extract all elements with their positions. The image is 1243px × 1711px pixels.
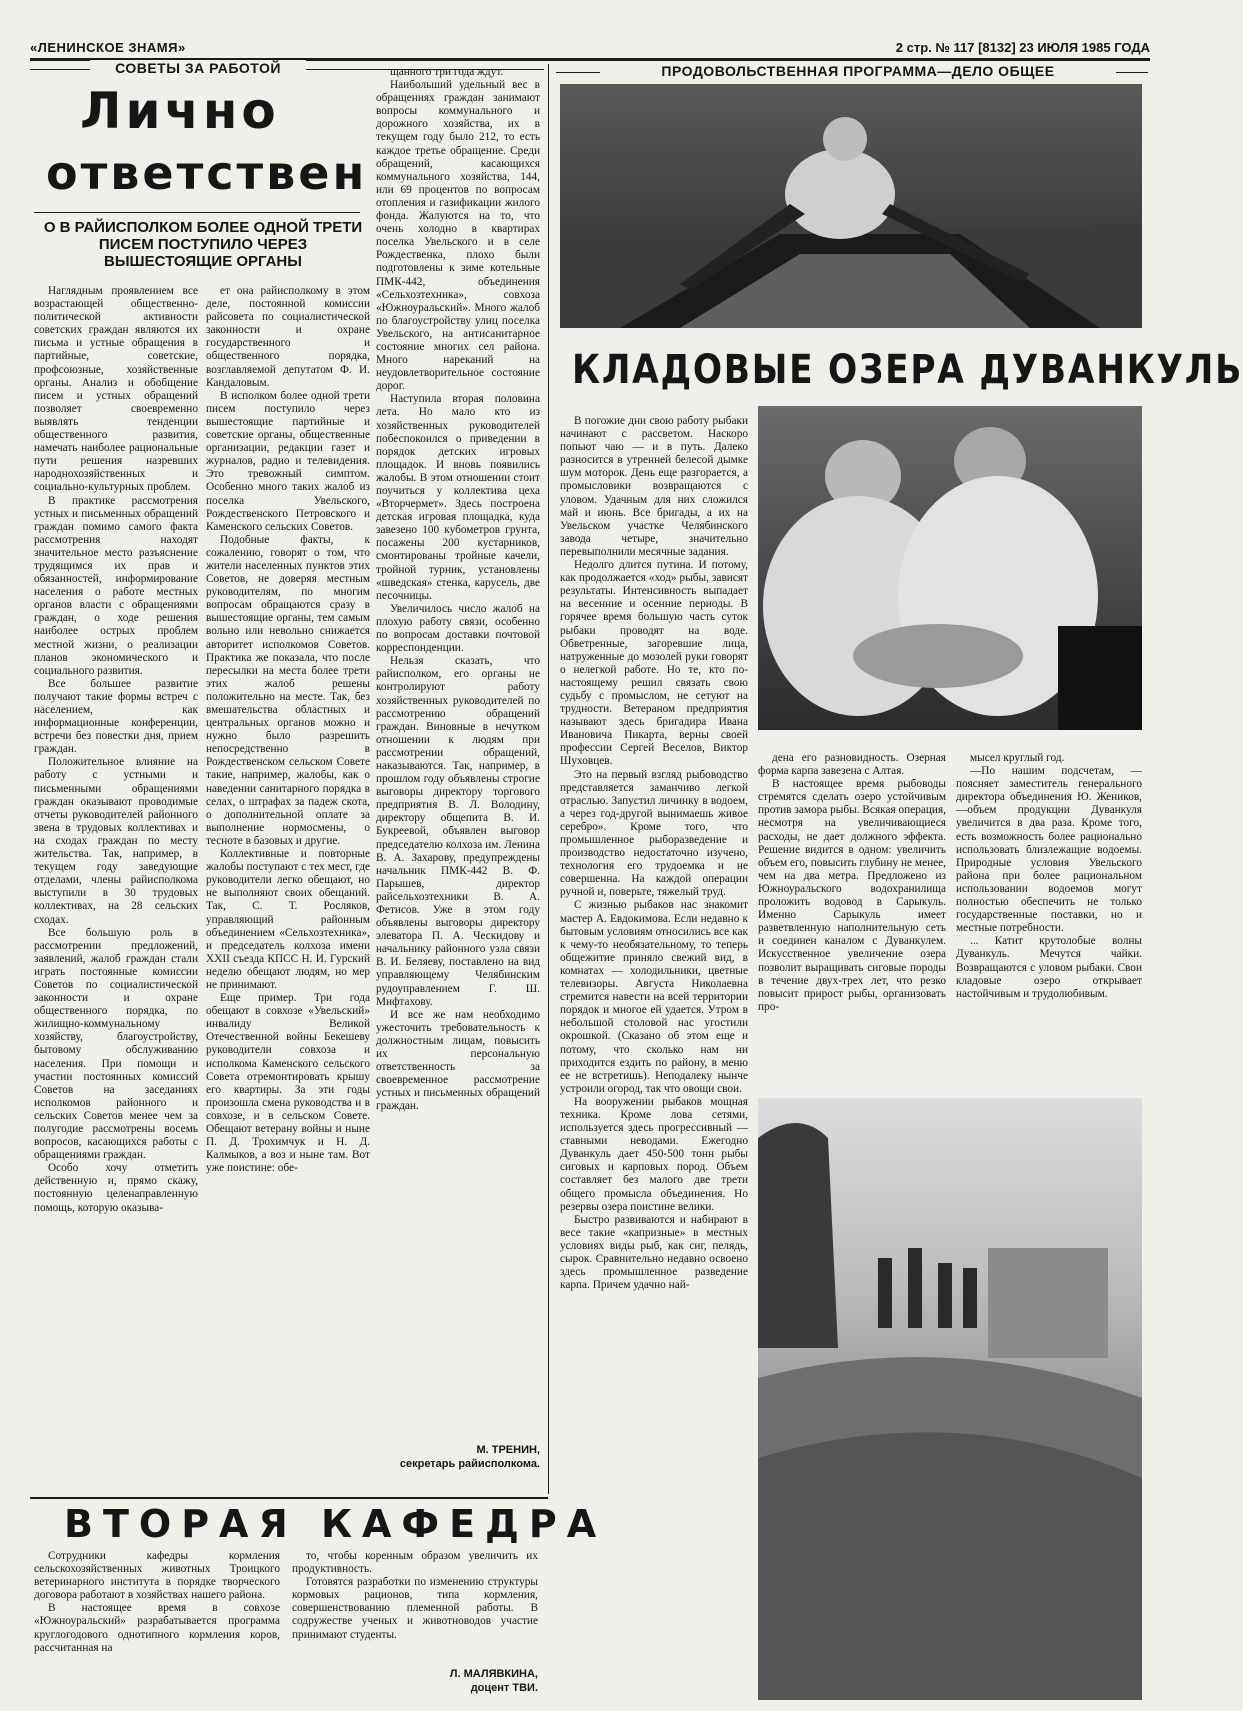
paragraph: В исполком более одной трети писем поступило через вышестоящие партийные и советские органы, общественные организации, редакции газет и журналов, радио и телевидения. Это тревожный симптом. Особенно много таких жалоб из поселка Увельского, Рождественского Петровского и Каменского сельских Советов. <box>206 389 370 533</box>
fishermen-with-catch-photo <box>758 406 1142 730</box>
paragraph: И все же нам необходимо ужесточить требовательность к должностным лицам, повысить их персональную ответственность за своевременное рассмотрение устных и письменных обращений граждан. <box>376 1008 540 1113</box>
lead-rule <box>34 212 360 213</box>
paragraph: Все большее развитие получают такие формы встреч с населением, как информационные конференции, встречи без повестки дня, прием граждан. <box>34 677 198 756</box>
paragraph: ... Катит крутолобые волны Дуванкуль. Мечутся чайки. Возвращаются с уловом рыбаки. Свои кладовые озеро открывает настойчивым и трудолюбивым. <box>956 935 1142 1000</box>
paragraph: В погожие дни свою работу рыбаки начинают с рассветом. Наскоро попьют чаю — и в путь. Далеко разносится в утренней белесой дымке шум моторок. День еще разгорается, а промысловики возвращаются с уловом. Удачным для них сложился май и июнь. Все бригады, а их на Увельском участке Челябинского завода четыре, значительно перевыполнили месячные задания. <box>560 415 748 558</box>
left-signature-title: секретарь райисполкома. <box>399 1458 540 1470</box>
paragraph: На вооружении рыбаков мощная техника. Кроме лова сетями, используется здесь прогрессивный — ставными неводами. Ежегодно Дуванкуль дает 450-500 тонн рыбы сиговых и карповых пород. Объем составляет без малого две трети общего промысла объединения. Но резервы озера поистине велики. <box>560 1095 748 1213</box>
right-title: КЛАДОВЫЕ ОЗЕРА ДУВАНКУЛЬ <box>572 347 1243 393</box>
rowing-boat-photo <box>560 84 1142 328</box>
paragraph: Нельзя сказать, что райисполком, его органы не контролируют работу хозяйственных руководителей по рассмотрению обращений граждан. Виновные в нечутком отношении к людям при рассмотрении обращений, наказываются. Так, например, в прошлом году объявлены строгие выговоры директору торгового предприятия В. Л. Володину, директору общепита В. И. Букреевой, объявлен выговор председателю колхоза им. Ленина В. А. Захарову, предупреждены начальник ПМК-442 В. Ф. Парышев, директор райсельхозтехники В. А. Фетисов. Уже в этом году объявлены выговоры директору элеватора П. А. Ческидову и начальнику районного узла связи В. И. Беляеву, поставлено на вид управляющему Челябинским рудоуправлением Г. Ш. Мифтахову. <box>376 655 540 1008</box>
paragraph: то, чтобы коренным образом увеличить их продуктивность. <box>292 1550 538 1576</box>
right-article-col3 <box>956 752 1142 1070</box>
paragraph: С жизнью рыбаков нас знакомит мастер А. Евдокимова. Если недавно к бытовым условиям относились все как к чему-то необязательному, то теперь общежитие приняло свежий вид, в комнатах — холодильники, цветные телевизоры. Августа Николаевна стремится навести на всей территории порядок и многое ей удается. Утром в небольшой столовой нас угостили окрошкой. (Сказано об этом еще и потому, что сколько нам ни приходится ездить по району, в меню ее не встретишь). Неподалеку нынче устроили огород, так что овощи свои. <box>560 899 748 1095</box>
paragraph: ет она райисполкому в этом деле, постоянной комиссии райсовета по социалистической законности и охране государственного и общественного порядка, возглавляемой депутатом Ф. И. Кандаловым. <box>206 285 370 389</box>
bottom-signature-title: доцент ТВИ. <box>470 1682 538 1694</box>
right-article-col2 <box>758 752 946 1070</box>
paragraph: Наглядным проявлением все возрастающей общественно-политической активности советских граждан являются их письма и устные обращения в партийные, советские, профсоюзные, хозяйственные органы. Анализ и обобщение писем и устных обращений позволяет своевременно выявлять тенденции общественного развития, намечать наиболее рациональные пути решения назревших народнохозяйственных и социально-культурных проблем. <box>34 285 198 494</box>
left-lead: О В РАЙИСПОЛКОМ БОЛЕЕ ОДНОЙ ТРЕТИ ПИСЕМ ПОСТУПИЛО ЧЕРЕЗ ВЫШЕСТОЯЩИЕ ОРГАНЫ <box>43 219 363 270</box>
paragraph: Наибольший удельный вес в обращениях граждан занимают вопросы коммунального и дорожного хозяйства, их в текущем году было 212, то есть каждое третье обращение. Среди обращений, касающихся коммунального хозяйства, 144, или 69 процентов по вопросам отопления и газификации жилого фонда. Жалуются на то, что очень холодно в квартирах поселка Увельского и в селе Рождественка, плохо были подготовлены к зиме котельные ПМК-442, объединения «Сельхозтехника», совхоза «Южноуральский». Много жалоб по благоустройству улиц поселка Увельского, на антисанитарное состояние многих сел района. Много нареканий на неудовлетворительное состояние дорог. <box>376 79 540 393</box>
paragraph: Сотрудники кафедры кормления сельскохозяйственных животных Троицкого ветеринарного института в порядке творческого договора работают в хозяйствах нашего района. <box>34 1550 280 1602</box>
paragraph: щанного три года ждут. <box>390 66 504 78</box>
page-info: 2 стр. № 117 [8132] 23 ИЮЛЯ 1985 ГОДА <box>895 40 1150 55</box>
paragraph: мысел круглый год. <box>970 752 1065 764</box>
bottom-article-col1 <box>34 1550 280 1700</box>
newspaper-masthead: «ЛЕНИНСКОЕ ЗНАМЯ» <box>30 40 186 55</box>
bottom-article-rule <box>30 1497 548 1499</box>
paragraph: Особо хочу отметить действенную и, прямо скажу, постоянную целенаправленную помощь, которую оказыва- <box>34 1162 198 1214</box>
left-rubric: СОВЕТЫ ЗА РАБОТОЙ <box>90 60 306 76</box>
paragraph: —По нашим подсчетам, —поясняет заместитель генерального директора объединения Ю. Жеников, —объем продукции Дуванкуля увеличится в два раза. Кроме того, есть возможность более рационально использовать близлежащие водоемы. Природные условия Увельского района при более рациональном использовании водоемов могут полностью обеспечить не только государственные поставки, но и местные потребности. <box>956 765 1142 935</box>
paragraph: дена его разновидность. Озерная форма карпа завезена с Алтая. <box>758 752 946 778</box>
left-article-col3 <box>376 66 540 1426</box>
right-rubric: ПРОДОВОЛЬСТВЕННАЯ ПРОГРАММА—ДЕЛО ОБЩЕЕ <box>600 63 1116 79</box>
fishing-camp-nets-photo <box>758 1098 1142 1700</box>
paragraph: Это на первый взгляд рыбоводство представляется заманчиво легкой отраслью. Запустил личинку в водоем, а через год-другой вынимаешь живое серебро». Кроме того, что промышленное рыборазведение и производство недостаточно изучено, технология его трудоемка и не совершенна. На каждой операции ручной и, поверьте, тяжелый труд. <box>560 768 748 899</box>
paragraph: Готовятся разработки по изменению структуры кормовых рационов, типа кормления, совершенствованию племенной работы. В содружестве ученых и животноводов участие принимают студенты. <box>292 1576 538 1641</box>
paragraph: Увеличилось число жалоб на плохую работу связи, особенно по вопросам доставки почтовой корреспонденции. <box>376 602 540 655</box>
paragraph: В практике рассмотрения устных и письменных обращений граждан помимо самого факта рассмотрения находят значительное место разъяснение трудящимся их прав и обязанностей, информирование населения о работе местных органов власти с обращениями граждан, о ходе решения наиболее острых проблем местной жизни, о реализации планов экономического и социального развития. <box>34 494 198 677</box>
paragraph: Коллективные и повторные жалобы поступают с тех мест, где руководители легко обещают, но не выполняют своих обещаний. Так, С. Т. Росляков, управляющий районным объединением «Сельхозтехника», и председатель колхоза имени XXII съезда КПСС Н. И. Гурский неделю обещают людям, но мер не принимают. <box>206 848 370 991</box>
left-title-line2: ответствен <box>46 146 368 200</box>
column-divider <box>548 64 549 1494</box>
paragraph: Наступила вторая половина лета. Но мало кто из хозяйственных руководителей побеспокоился о приведении в порядок детских игровых площадок. И вновь появились жалобы. В этом отношении стоит поучиться у коллектива цеха «Вторчермет». Здесь построена детская игровая площадка, куда завезено 100 кубометров грунта, посажены 200 кустарников, смонтированы тройные качели, тройной турник, установлены «шведская» стенка, карусель, две песочницы. <box>376 393 540 602</box>
paragraph: Недолго длится путина. И потому, как продолжается «ход» рыбы, зависят результаты. Интенсивность выпадает на весенние и осенние периоды. В горячее время большую часть суток рыбаки проводят на воде. Обветренные, загоревшие лица, натруженные до мозолей руки говорят о нелегкой работе. Но те, кто по-настоящему решил связать свою судьбу с промыслом, не сетуют на трудности. Ветераном предприятия называют здесь бригадира Ивана Ивановича Пикарта, верны своей профессии Сергей Веселов, Виктор Шуховцев. <box>560 559 748 768</box>
bottom-title: ВТОРАЯ КАФЕДРА <box>64 1502 607 1546</box>
left-signature-name: М. ТРЕНИН, <box>476 1444 540 1456</box>
right-article-col1 <box>560 415 748 1711</box>
bottom-article-col2 <box>292 1550 538 1660</box>
paragraph: В настоящее время в совхозе «Южноуральский» разрабатывается программа круглогодового однотипного кормления коров, рассчитанная на <box>34 1602 280 1654</box>
paragraph: Все большую роль в рассмотрении предложений, заявлений, жалоб граждан стали играть постоянные комиссии Советов по социалистической законности и охране общественного порядка, по жилищно-коммунальному хозяйству, благоустройству, бытовому обслуживанию населения. При помощи и участии постоянных комиссий Советов на заседаниях исполкомов районного и сельских Советов менее чем за полугодие рассмотрены восемь вопросов, касающихся работы с обращениями граждан. <box>34 926 198 1162</box>
paragraph: Положительное влияние на работу с устными и письменными обращениями граждан оказывают проводимые отчеты руководителей районного звена в трудовых коллективах и на сходах граждан по месту жительства. Так, например, в текущем году заведующие отделами, члены райисполкома выступили в 30 трудовых коллективах, на 28 сельских сходах. <box>34 756 198 926</box>
paragraph: В настоящее время рыбоводы стремятся сделать озеро устойчивым против замора рыбы. Всякая операция, несмотря на увеличивающиеся расходы, не дает должного эффекта. Решение видится в одном: увеличить объем его, повысить глубину не менее, чем на два метра. Предложено из Южноуральского водохранилища проложить водовод в Сарыкуль. Именно Сарыкуль имеет разветвленную наполнительную сеть и соединен каналом с Дуванкулем. Искусственное увеличение озера позволит выращивать сиговые породы в течение двух-трех лет, что резко повысит прирост рыбы, организовать про- <box>758 778 946 1013</box>
paragraph: Быстро развиваются и набирают в весе такие «капризные» в местных условиях виды рыб, как сиг, пелядь, сырок. Сравнительно недавно освоено здесь промышленное разведение карпа. Причем удачно най- <box>560 1213 748 1292</box>
left-article-col1 <box>34 285 198 1495</box>
bottom-signature-name: Л. МАЛЯВКИНА, <box>449 1668 538 1680</box>
left-article-col2 <box>206 285 370 1495</box>
paragraph: Подобные факты, к сожалению, говорят о том, что жители населенных пунктов этих Советов, не доверяя местным руководителям, по многим вопросам обращаются сразу в вышестоящие органы, тем самым вольно или невольно снижается авторитет исполкомов Советов. Практика же показала, что после пересылки на места более трети этих жалоб решены положительно на месте. Так, без вмешательства областных и центральных органов можно и нужно было разрешить непосредственно в Рождественском сельском Совете такие, например, жалобы, как о наведении санитарного порядка в селах, о штрафах за падеж скота, о дополнительной оплате за выполнение нормосмены, о тесноте в базовых и другие. <box>206 533 370 847</box>
left-title-line1: Лично <box>80 82 280 140</box>
paragraph: Еще пример. Три года обещают в совхозе «Увельский» инвалиду Великой Отечественной войны Бекешеву руководители совхоза и исполкома Каменского сельского Совета отремонтировать крышу его квартиры. За эти годы произошла смена руководства и в совхозе, и в сельском Совете. Обещают ветерану войны и ныне П. Д. Трохимчук и Н. Д. Калмыков, а воз и ныне там. Вот уже поистине: обе- <box>206 992 370 1175</box>
